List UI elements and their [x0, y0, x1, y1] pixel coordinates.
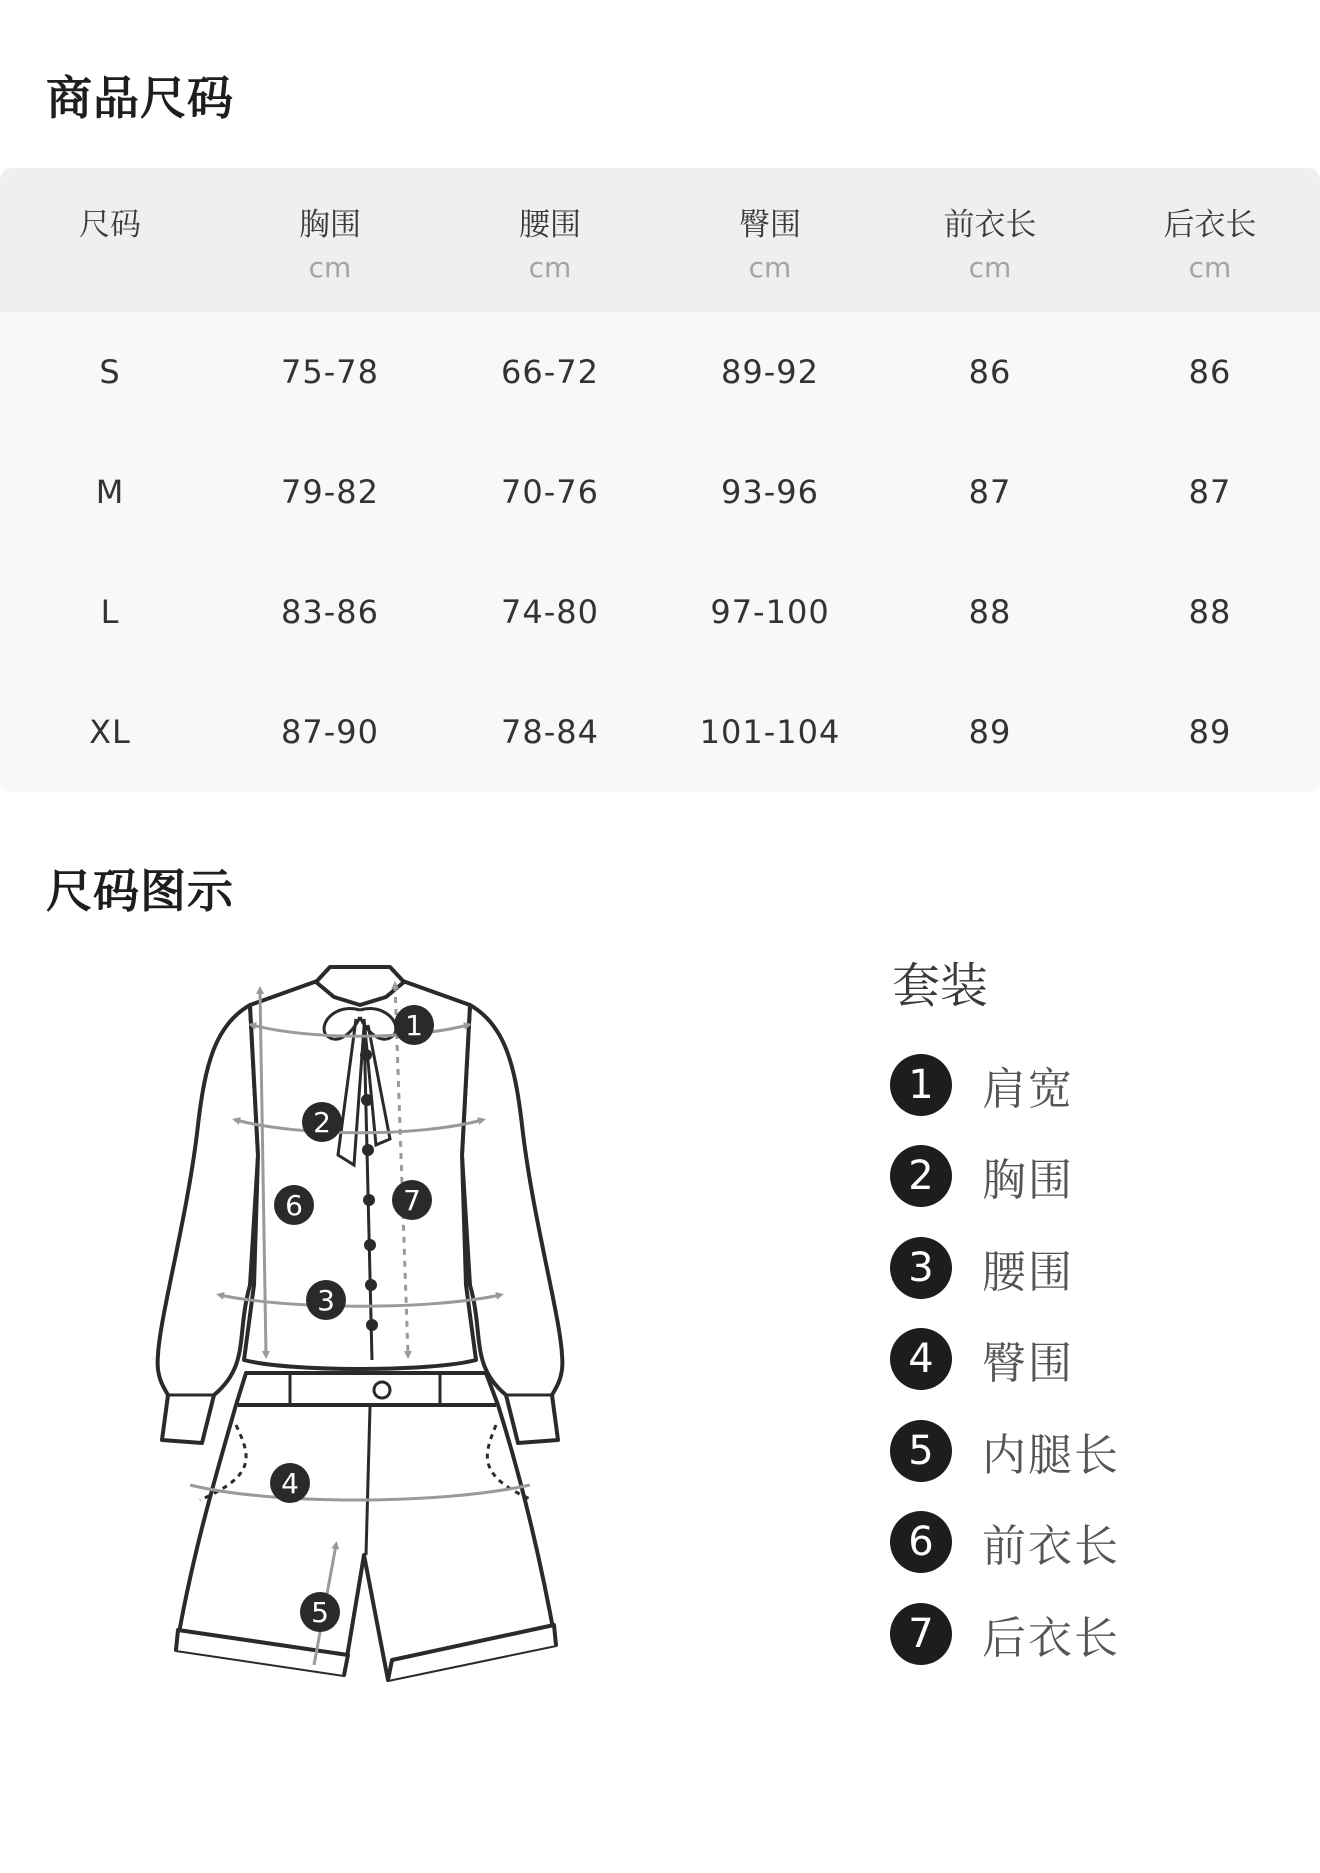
table-cell: 88	[968, 593, 1012, 631]
table-cell: 93-96	[721, 473, 819, 511]
header-cell-front-length	[880, 168, 1100, 312]
table-cell: 86	[968, 353, 1012, 391]
svg-text:3: 3	[317, 1284, 335, 1317]
svg-text:7: 7	[403, 1184, 421, 1217]
size-section-title: 商品尺码	[46, 71, 234, 125]
header-unit: cm	[528, 251, 572, 284]
table-row	[0, 672, 1320, 792]
table-row	[0, 432, 1320, 552]
table-row	[0, 312, 1320, 432]
header-cell-chest	[220, 168, 440, 312]
header-unit	[0, 248, 220, 288]
outfit-drawing	[140, 955, 580, 1695]
svg-text:5: 5	[311, 1596, 329, 1629]
header-label: 胸围	[299, 207, 361, 243]
header-label: 尺码	[79, 207, 141, 243]
legend-number-badge: 3	[890, 1237, 952, 1299]
table-cell: 86	[1188, 353, 1232, 391]
header-unit: cm	[748, 251, 792, 284]
table-cell: 75-78	[281, 353, 379, 391]
legend-item	[890, 1497, 1290, 1589]
header-label: 臀围	[739, 207, 801, 243]
table-cell: 89	[1188, 713, 1232, 751]
header-label: 前衣长	[943, 207, 1037, 243]
svg-text:6: 6	[285, 1189, 303, 1222]
svg-text:1: 1	[405, 1009, 423, 1042]
table-cell: L	[100, 593, 120, 631]
outfit-illustration	[140, 955, 580, 1699]
diagram-section-title: 尺码图示	[46, 864, 234, 918]
table-cell: 97-100	[710, 593, 830, 631]
legend-label: 肩宽	[982, 1063, 1074, 1115]
legend-item	[890, 1131, 1290, 1223]
legend-label: 后衣长	[982, 1612, 1120, 1664]
size-table-header	[0, 168, 1320, 312]
legend-label: 前衣长	[982, 1521, 1120, 1573]
legend-number-badge: 6	[890, 1511, 952, 1573]
size-table	[0, 168, 1320, 792]
legend-number-badge: 7	[890, 1603, 952, 1665]
header-unit: cm	[1188, 251, 1232, 284]
table-cell: 79-82	[281, 473, 379, 511]
table-cell: 89	[968, 713, 1012, 751]
table-cell: 87	[968, 473, 1012, 511]
legend-item	[890, 1588, 1290, 1680]
table-cell: 101-104	[699, 713, 841, 751]
header-unit: cm	[968, 251, 1012, 284]
header-cell-size	[0, 168, 220, 312]
table-cell: 74-80	[501, 593, 599, 631]
legend-label: 内腿长	[982, 1429, 1120, 1481]
table-cell: 78-84	[501, 713, 599, 751]
header-label: 腰围	[519, 207, 581, 243]
table-row	[0, 552, 1320, 672]
legend-item	[890, 1314, 1290, 1406]
legend-number-badge: 2	[890, 1145, 952, 1207]
legend-title: 套装	[892, 958, 989, 1014]
legend-item	[890, 1222, 1290, 1314]
table-cell: M	[95, 473, 125, 511]
header-cell-waist	[440, 168, 660, 312]
table-cell: 87	[1188, 473, 1232, 511]
legend-item	[890, 1405, 1290, 1497]
svg-text:2: 2	[313, 1106, 331, 1139]
legend-number-badge: 5	[890, 1420, 952, 1482]
table-cell: S	[99, 353, 121, 391]
table-cell: 66-72	[501, 353, 599, 391]
svg-text:4: 4	[281, 1467, 299, 1500]
legend-label: 臀围	[982, 1338, 1074, 1390]
table-cell: 83-86	[281, 593, 379, 631]
legend-label: 腰围	[982, 1246, 1074, 1298]
table-cell: 70-76	[501, 473, 599, 511]
table-cell: XL	[89, 713, 131, 751]
measurement-legend	[890, 955, 1290, 1680]
legend-label: 胸围	[982, 1155, 1074, 1207]
table-cell: 88	[1188, 593, 1232, 631]
header-label: 后衣长	[1163, 207, 1257, 243]
header-unit: cm	[308, 251, 352, 284]
header-cell-back-length	[1100, 168, 1320, 312]
header-cell-hip	[660, 168, 880, 312]
legend-number-badge: 4	[890, 1328, 952, 1390]
table-cell: 89-92	[721, 353, 819, 391]
legend-item	[890, 1039, 1290, 1131]
table-cell: 87-90	[281, 713, 379, 751]
legend-number-badge: 1	[890, 1054, 952, 1116]
